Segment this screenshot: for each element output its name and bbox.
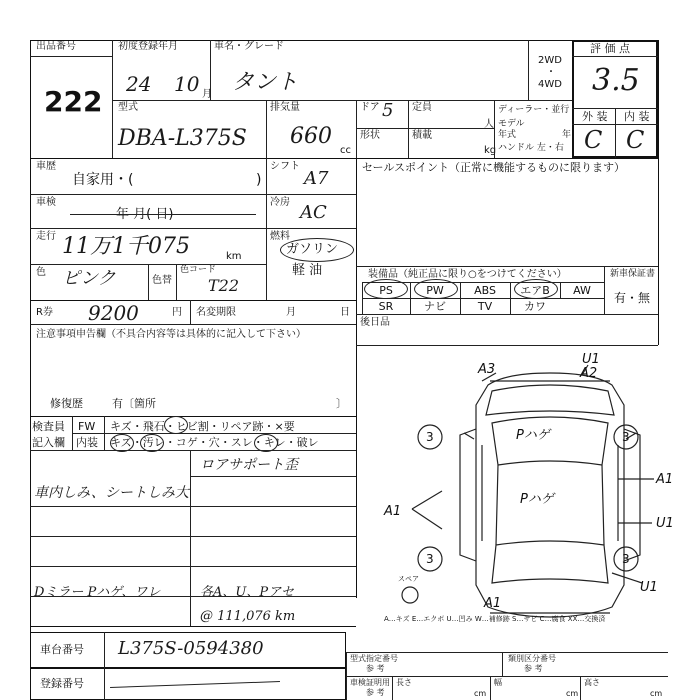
equip-tv: TV — [477, 299, 493, 313]
rule — [356, 128, 494, 129]
rule — [490, 676, 491, 700]
record-label: 記入欄 — [32, 436, 65, 449]
chassis-number: L375S-0594380 — [118, 638, 264, 659]
model-year-label2: 年式 — [498, 130, 517, 140]
car-name-label: 車名・グレード — [214, 41, 284, 52]
mileage: 11万1千075 — [62, 234, 190, 259]
comment-5: @ 111,076 km — [200, 609, 296, 624]
shift: A7 — [304, 168, 329, 189]
rule — [30, 450, 356, 451]
lot-label: 出品番号 — [36, 41, 76, 52]
rule — [30, 536, 356, 537]
equip-airbag: エアB — [520, 284, 550, 297]
width-cm: cm — [566, 689, 579, 698]
cert-label: 車検証明用 — [350, 678, 390, 687]
length-label: 長さ — [396, 678, 412, 687]
displacement: 660 — [290, 124, 332, 149]
repair-value: 有〔箇所 — [112, 397, 156, 410]
rule — [392, 676, 393, 700]
first-reg-year: 24 — [126, 72, 152, 96]
hood-outline — [486, 385, 614, 415]
pw-circle — [414, 279, 458, 299]
interior-label: 内 装 — [624, 110, 650, 123]
drive-2wd: 2WD — [538, 55, 562, 66]
reg-label: 登録番号 — [40, 677, 84, 690]
a1-left-mark — [412, 491, 442, 529]
exterior-label: 外 装 — [582, 110, 608, 123]
mark-u1-bottom: U1 — [640, 580, 658, 595]
dealer-label: ディーラー・並行 — [498, 105, 570, 115]
rule — [502, 652, 503, 676]
rule — [104, 668, 105, 700]
rule — [104, 416, 105, 450]
interior-grade: C — [626, 126, 645, 154]
rule — [30, 194, 356, 195]
equip-aw: AW — [573, 283, 591, 297]
rule — [266, 158, 267, 300]
color: ピンク — [62, 268, 116, 289]
first-reg-month-unit: 月 — [202, 89, 212, 100]
mileage-label: 走行 — [36, 231, 56, 242]
rule — [176, 264, 177, 300]
eval-score: 3.5 — [592, 63, 640, 98]
equip-pw: PW — [426, 283, 444, 297]
shift-label: シフト — [270, 161, 300, 172]
car-name: タント — [232, 70, 299, 95]
mark-u1-right: U1 — [656, 516, 674, 531]
eval-label: 評 価 点 — [590, 42, 630, 55]
ps-circle — [364, 279, 408, 299]
rule — [30, 158, 658, 159]
rule — [346, 652, 668, 653]
ac: AC — [300, 202, 327, 223]
rule — [356, 100, 357, 158]
rule — [346, 652, 347, 700]
rule — [408, 100, 409, 128]
rule — [190, 300, 191, 324]
height-label: 高さ — [584, 678, 600, 687]
rule — [604, 266, 605, 314]
tire-rl-num: 3 — [426, 552, 434, 566]
rule — [528, 40, 529, 100]
rule — [72, 433, 356, 434]
displacement-unit: cc — [340, 145, 351, 156]
rule — [408, 128, 409, 158]
interior-record-label: 内装 — [76, 436, 98, 449]
width-label: 幅 — [494, 678, 502, 687]
left-side — [460, 429, 476, 561]
inspector-label: 検査員 — [32, 420, 65, 433]
mark-a1-right: A1 — [656, 472, 674, 487]
model-year-label: モデル — [498, 119, 525, 129]
class-label: 類別区分番号 — [508, 654, 556, 663]
lot-number: 222 — [44, 85, 103, 118]
repair-label: 修復歴 — [50, 397, 83, 410]
price: 9200 — [88, 301, 139, 325]
rule — [30, 40, 31, 700]
capacity-label: 定員 — [412, 102, 432, 113]
fuel-label: 燃料 — [270, 231, 290, 242]
drive-dot: ・ — [546, 67, 556, 78]
equip-leather: カワ — [524, 300, 546, 313]
rule — [346, 676, 668, 677]
rule — [30, 416, 356, 417]
inspection-label: 車検 — [36, 197, 56, 208]
load-unit: kg — [484, 145, 497, 156]
rule — [580, 676, 581, 700]
color-change-label: 色替 — [152, 275, 172, 286]
rule — [30, 566, 356, 567]
model-label: 型式 — [118, 102, 138, 113]
mark-a2: A2 — [580, 366, 598, 381]
doors: 5 — [382, 100, 394, 121]
mark-a1-left: A1 — [384, 504, 402, 519]
rule — [112, 100, 572, 101]
mark-u1-top: U1 — [582, 352, 600, 367]
repair-close: 〕 — [336, 397, 347, 410]
roof-outline — [492, 417, 608, 465]
rule — [572, 124, 658, 125]
new-car-warranty-label: 新車保証書 — [610, 269, 656, 279]
fuel-gas-circle — [280, 238, 354, 262]
load-label: 積載 — [412, 130, 432, 141]
spare-label: スペア — [398, 575, 419, 583]
rule — [210, 40, 211, 100]
first-reg-month: 10 — [174, 72, 200, 96]
type-spec-ref: 参 考 — [366, 664, 385, 673]
rule — [30, 324, 356, 325]
fw-items: キズ・飛石・ヒビ割・リペア跡・×要 — [110, 420, 295, 433]
warranty-value: 有・無 — [614, 291, 651, 305]
rule — [30, 506, 356, 507]
rule — [30, 300, 356, 301]
after-date-label: 後日品 — [360, 317, 390, 328]
color-code-label: 色コード — [180, 265, 217, 275]
mark-a3: A3 — [478, 362, 496, 377]
mark-a1-bottom: A1 — [484, 596, 502, 611]
rule — [572, 56, 658, 57]
handle-label: ハンドル 左・右 — [498, 143, 564, 153]
sales-points-label: セールスポイント（正常に機能するものに限ります） — [362, 161, 626, 174]
equip-navi: ナビ — [424, 300, 446, 313]
capacity-unit: 人 — [484, 119, 494, 130]
spare-tire — [402, 587, 418, 603]
rule — [494, 100, 495, 158]
equip-sr: SR — [378, 299, 394, 313]
history-close: ) — [256, 172, 262, 188]
history-label: 車歴 — [36, 161, 56, 172]
name-change-month: 月 — [286, 307, 296, 318]
equip-abs: ABS — [474, 283, 496, 297]
mark-hood: Pハゲ — [520, 492, 554, 507]
rule — [266, 100, 267, 158]
cert-ref: 参 考 — [366, 688, 385, 697]
type-spec-label: 型式指定番号 — [350, 654, 398, 663]
length-cm: cm — [474, 689, 487, 698]
rule — [190, 450, 191, 626]
rule — [658, 40, 659, 345]
tire-fr-num: 3 — [622, 430, 630, 444]
damage-legend: A…キズ E…エクボ U…凹み W…補修跡 S…サビ C…腐食 XX…交換済 — [384, 615, 606, 623]
rear-glass-outline — [492, 541, 608, 583]
displacement-label: 排気量 — [270, 102, 300, 113]
mileage-unit: km — [226, 251, 242, 262]
color-code: T22 — [208, 276, 240, 295]
price-label: R券 — [36, 307, 53, 318]
interior-items: キズ・汚レ・コゲ・穴・スレ・キレ・破レ — [110, 436, 319, 449]
history-value: 自家用・( — [72, 172, 134, 188]
mirrors — [464, 433, 636, 439]
name-change-label: 名変期限 — [196, 307, 236, 318]
rule — [112, 40, 113, 158]
rule — [104, 632, 105, 668]
fuel-diesel: 軽 油 — [292, 263, 323, 278]
shape-label: 形状 — [360, 130, 380, 141]
chassis-label: 車台番号 — [40, 643, 84, 656]
rule — [30, 228, 356, 229]
height-cm: cm — [650, 689, 663, 698]
color-label: 色 — [36, 267, 46, 278]
price-unit: 円 — [172, 307, 182, 318]
ac-label: 冷房 — [270, 197, 290, 208]
comment-4: 各A、U、Pアセ — [200, 585, 294, 600]
airbag-circle — [514, 279, 558, 299]
equipment-label: 装備品（純正品に限り○をつけてください） — [368, 269, 567, 280]
first-reg-label: 初度登録年月 — [118, 41, 178, 52]
car-diagram — [356, 345, 700, 625]
doors-label: ドア — [360, 102, 380, 113]
rule — [356, 314, 658, 315]
rule — [190, 476, 356, 477]
tire-rr-num: 3 — [622, 552, 630, 566]
equip-ps: PS — [379, 283, 393, 297]
rule — [148, 264, 149, 300]
comment-1: ロアサポート歪 — [200, 457, 298, 473]
fw-circle — [164, 416, 188, 434]
inspection-strike — [70, 214, 256, 215]
rule — [30, 626, 356, 627]
drive-4wd: 4WD — [538, 79, 562, 90]
tire-fl-num: 3 — [426, 430, 434, 444]
exterior-grade: C — [584, 126, 603, 154]
comment-3: Dミラー Pハゲ、ワレ — [34, 585, 161, 600]
mark-roof: Pハゲ — [516, 428, 550, 443]
rule — [30, 56, 112, 57]
comment-2: 車内しみ、シートしみ大 — [34, 485, 189, 501]
fw-label: FW — [78, 420, 96, 433]
notes-label: 注意事項申告欄（不具合内容等は具体的に記入して下さい） — [36, 329, 306, 340]
name-change-day: 日 — [340, 307, 350, 318]
rule — [615, 108, 616, 158]
rule — [30, 596, 356, 597]
fuel-gas: ガソリン — [286, 242, 339, 257]
year-unit: 年 — [562, 130, 572, 140]
model: DBA-L375S — [118, 126, 247, 151]
class-ref: 参 考 — [524, 664, 543, 673]
rule — [356, 266, 658, 267]
inspection-value: 年 月( 日) — [116, 207, 174, 222]
